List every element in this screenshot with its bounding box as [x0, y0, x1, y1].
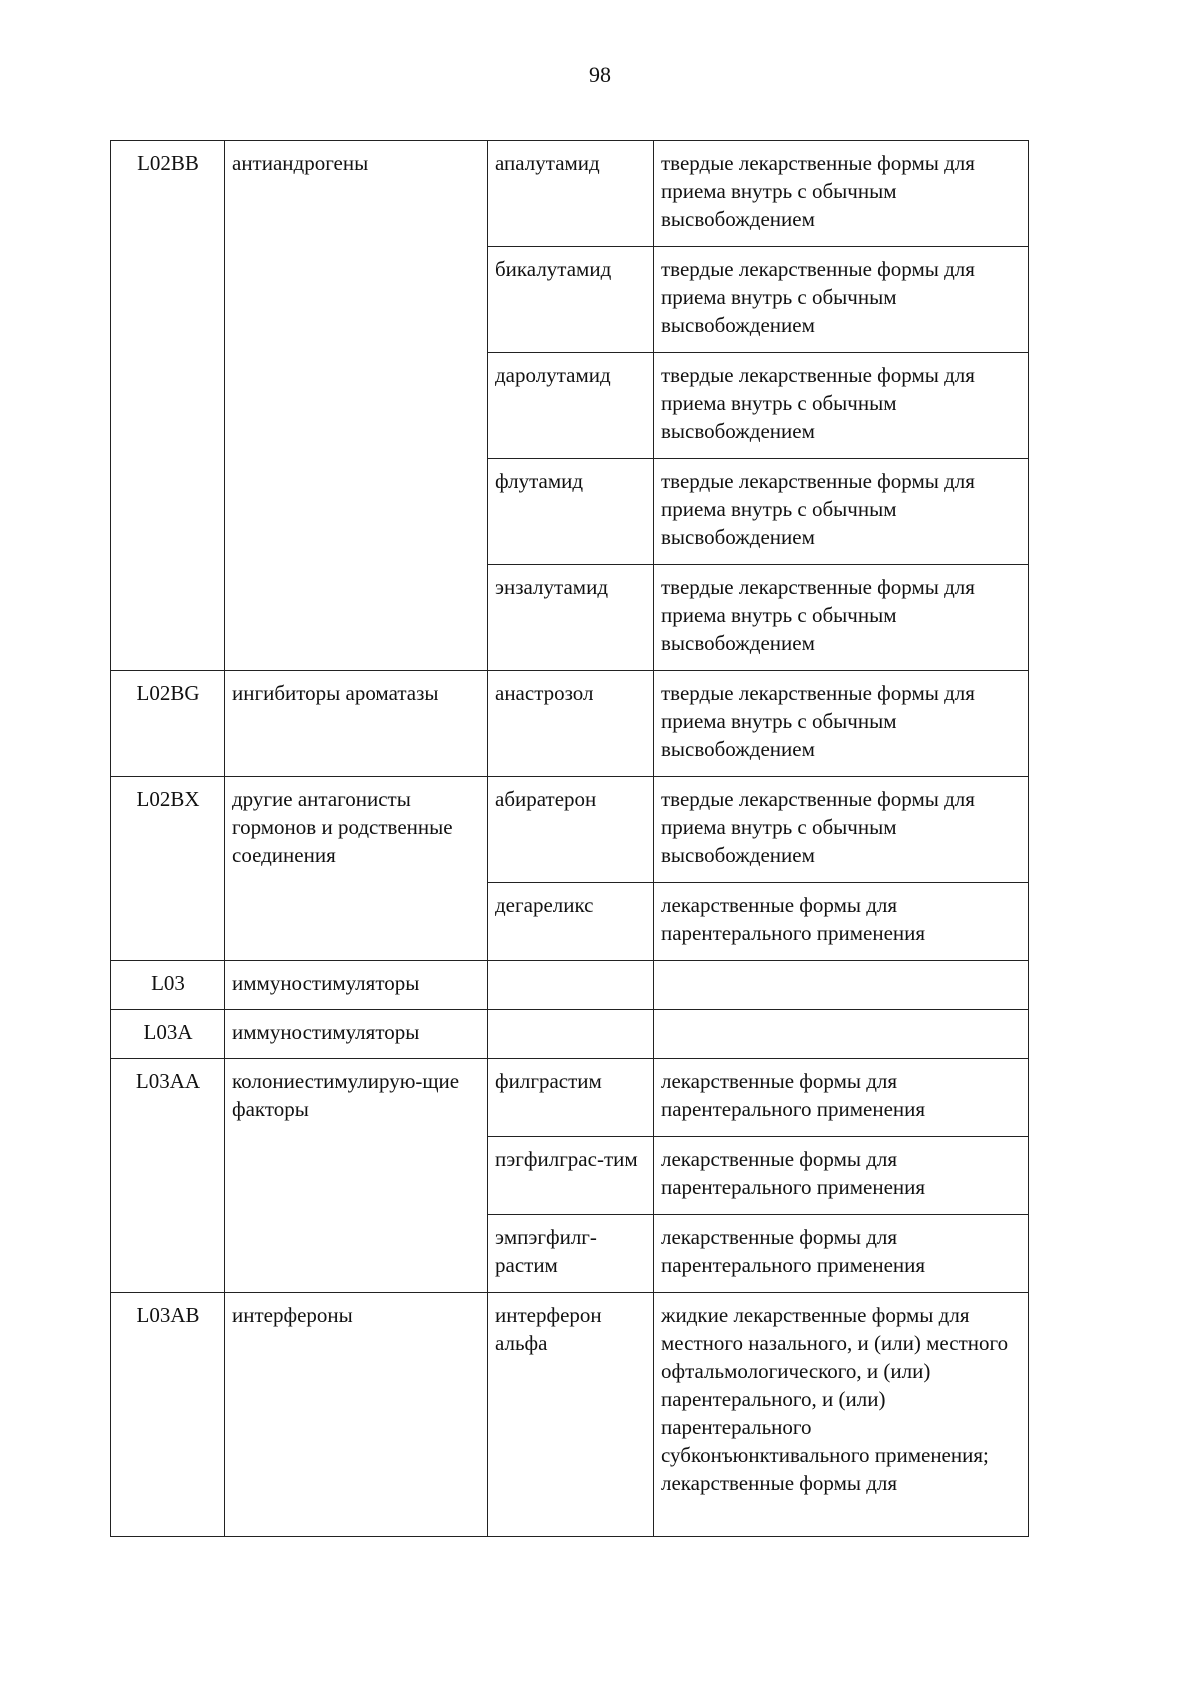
drug-cell: флутамид: [488, 459, 654, 565]
group-cell: другие антагонисты гормонов и родственные соединения: [225, 777, 488, 961]
atc-code-cell: L02BB: [111, 141, 225, 671]
group-cell: антиандрогены: [225, 141, 488, 671]
form-cell: твердые лекарственные формы для приема внутрь с обычным высвобождением: [654, 141, 1029, 247]
drug-cell: [488, 961, 654, 1010]
drug-cell: энзалутамид: [488, 565, 654, 671]
group-cell: ингибиторы ароматазы: [225, 671, 488, 777]
group-cell: иммуностимуляторы: [225, 1010, 488, 1059]
form-cell: [654, 961, 1029, 1010]
atc-code-cell: L03: [111, 961, 225, 1010]
atc-code-cell: L02BX: [111, 777, 225, 961]
page-number: 98: [589, 62, 611, 87]
drug-cell: абиратерон: [488, 777, 654, 883]
table-row: [111, 1293, 1029, 1537]
table-row: [111, 1010, 1029, 1059]
group-cell: интерфероны: [225, 1293, 488, 1537]
group-cell: иммуностимуляторы: [225, 961, 488, 1010]
form-cell: твердые лекарственные формы для приема внутрь с обычным высвобождением: [654, 247, 1029, 353]
form-cell: твердые лекарственные формы для приема внутрь с обычным высвобождением: [654, 353, 1029, 459]
drug-cell: бикалутамид: [488, 247, 654, 353]
table-row: [111, 1059, 1029, 1137]
drug-cell: даролутамид: [488, 353, 654, 459]
table-row: [111, 141, 1029, 247]
drug-cell: [488, 1010, 654, 1059]
form-cell: лекарственные формы для парентерального применения: [654, 1215, 1029, 1293]
drug-cell: филграстим: [488, 1059, 654, 1137]
atc-code-cell: L03A: [111, 1010, 225, 1059]
table-row: [111, 961, 1029, 1010]
drug-cell: апалутамид: [488, 141, 654, 247]
form-cell: твердые лекарственные формы для приема внутрь с обычным высвобождением: [654, 671, 1029, 777]
form-cell: жидкие лекарственные формы для местного назального, и (или) местного офтальмологического, и (или) парентерального, и (или) парентерального субконъюнктивального применения; лекарственные формы для: [654, 1293, 1029, 1537]
drug-cell: эмпэгфилг-растим: [488, 1215, 654, 1293]
atc-code-cell: L02BG: [111, 671, 225, 777]
drug-cell: интерферон альфа: [488, 1293, 654, 1537]
form-cell: лекарственные формы для парентерального применения: [654, 1059, 1029, 1137]
form-cell: лекарственные формы для парентерального применения: [654, 883, 1029, 961]
form-cell: твердые лекарственные формы для приема внутрь с обычным высвобождением: [654, 459, 1029, 565]
form-cell: твердые лекарственные формы для приема внутрь с обычным высвобождением: [654, 565, 1029, 671]
group-cell: колониестимулирую-щие факторы: [225, 1059, 488, 1293]
atc-code-cell: L03AB: [111, 1293, 225, 1537]
table-row: [111, 671, 1029, 777]
drug-cell: пэгфилграс-тим: [488, 1137, 654, 1215]
drug-cell: анастрозол: [488, 671, 654, 777]
form-cell: лекарственные формы для парентерального применения: [654, 1137, 1029, 1215]
drug-table: [110, 140, 1029, 1537]
form-cell: твердые лекарственные формы для приема внутрь с обычным высвобождением: [654, 777, 1029, 883]
table-row: [111, 777, 1029, 883]
atc-code-cell: L03AA: [111, 1059, 225, 1293]
drug-cell: дегареликс: [488, 883, 654, 961]
form-cell: [654, 1010, 1029, 1059]
